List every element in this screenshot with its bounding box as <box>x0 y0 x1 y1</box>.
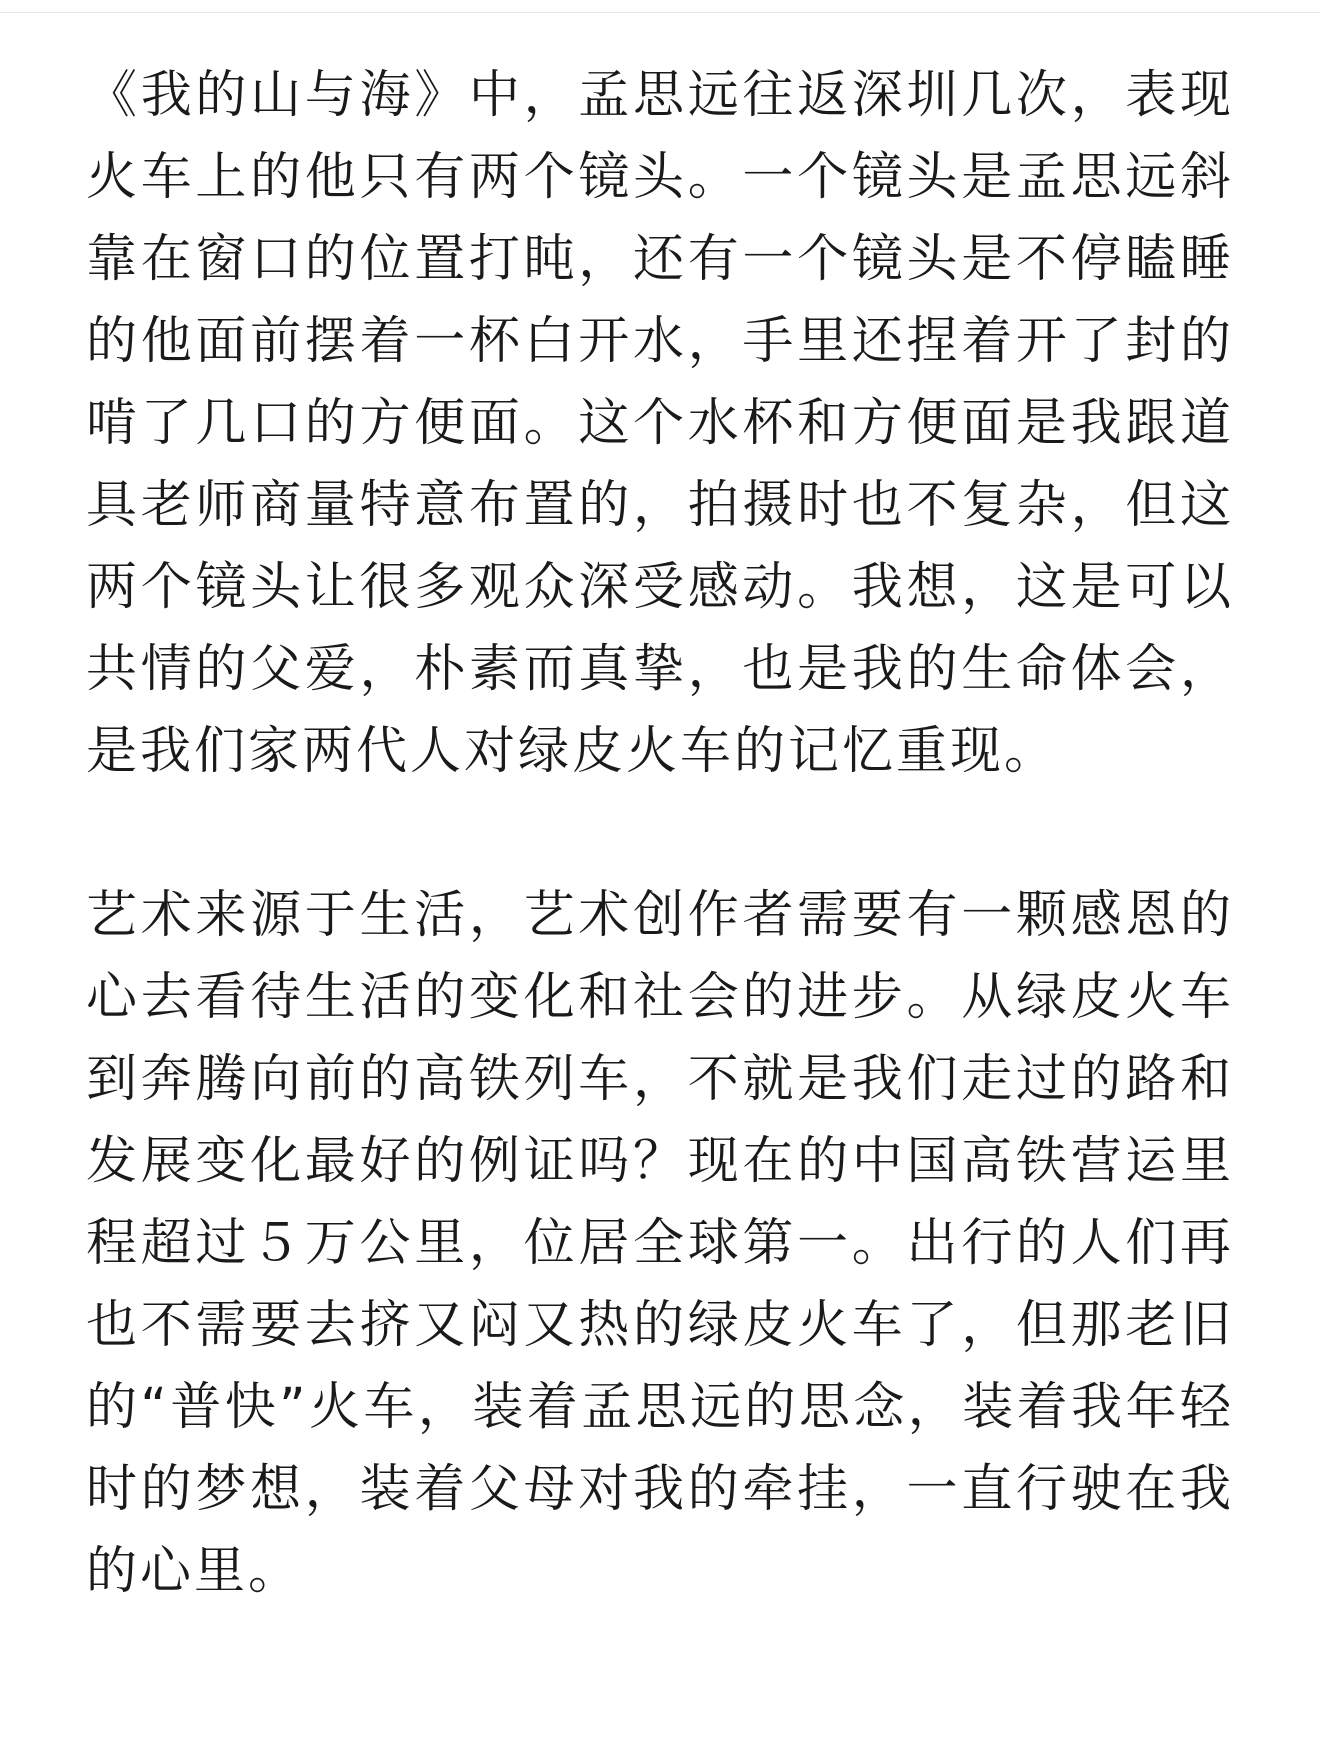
article-body <box>86 55 1234 1613</box>
top-divider <box>0 12 1320 13</box>
paragraph-2: 艺术来源于生活，艺术创作者需要有一颗感恩的心去看待生活的变化和社会的进步。从绿皮火车到奔腾向前的高铁列车，不就是我们走过的路和发展变化最好的例证吗？现在的中国高铁营运里程超过５万公里，位居全球第一。出行的人们再也不需要去挤又闷又热的绿皮火车了，但那老旧的“普快”火车，装着孟思远的思念，装着我年轻时的梦想，装着父母对我的牵挂，一直行驶在我的心里。 <box>86 886 1234 1601</box>
paragraph-1: 《我的山与海》中，孟思远往返深圳几次，表现火车上的他只有两个镜头。一个镜头是孟思远斜靠在窗口的位置打盹，还有一个镜头是不停瞌睡的他面前摆着一杯白开水，手里还捏着开了封的啃了几口的方便面。这个水杯和方便面是我跟道具老师商量特意布置的，拍摄时也不复杂，但这两个镜头让很多观众深受感动。我想，这是可以共情的父爱，朴素而真挚，也是我的生命体会，是我们家两代人对绿皮火车的记忆重现。 <box>86 66 1234 781</box>
